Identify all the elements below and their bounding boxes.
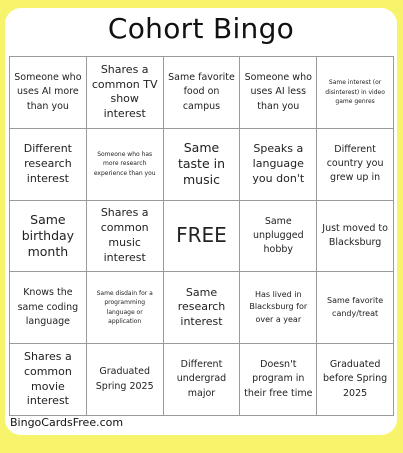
bingo-cell-r5c2[interactable]: Graduated Spring 2025 bbox=[87, 344, 164, 416]
bingo-cell-r1c5[interactable]: Same interest (or disinterest) in video game genres bbox=[317, 57, 394, 129]
bingo-cell-r2c4[interactable]: Speaks a language you don't bbox=[240, 129, 317, 201]
bingo-cell-r5c3[interactable]: Different undergrad major bbox=[164, 344, 241, 416]
bingo-cell-r1c2[interactable]: Shares a common TV show interest bbox=[87, 57, 164, 129]
footer-credit: BingoCardsFree.com bbox=[10, 416, 124, 429]
bingo-cell-r5c4[interactable]: Doesn't program in their free time bbox=[240, 344, 317, 416]
bingo-cell-r5c5[interactable]: Graduated before Spring 2025 bbox=[317, 344, 394, 416]
bingo-cell-r4c5[interactable]: Same favorite candy/treat bbox=[317, 272, 394, 344]
bingo-cell-r3c2[interactable]: Shares a common music interest bbox=[87, 201, 164, 273]
bingo-cell-r3c4[interactable]: Same unplugged hobby bbox=[240, 201, 317, 273]
free-space[interactable]: FREE bbox=[164, 201, 241, 273]
card-title: Cohort Bingo bbox=[107, 12, 295, 45]
bingo-grid bbox=[9, 56, 394, 416]
bingo-cell-r2c1[interactable]: Different research interest bbox=[10, 129, 87, 201]
bingo-cell-r2c3[interactable]: Same taste in music bbox=[164, 129, 241, 201]
bingo-cell-r1c4[interactable]: Someone who uses AI less than you bbox=[240, 57, 317, 129]
bingo-cell-r5c1[interactable]: Shares a common movie interest bbox=[10, 344, 87, 416]
bingo-cell-r4c2[interactable]: Same disdain for a programming language or application bbox=[87, 272, 164, 344]
bingo-cell-r2c2[interactable]: Someone who has more research experience than you bbox=[87, 129, 164, 201]
bingo-cell-r2c5[interactable]: Different country you grew up in bbox=[317, 129, 394, 201]
bingo-cell-r4c1[interactable]: Knows the same coding language bbox=[10, 272, 87, 344]
bingo-cell-r3c1[interactable]: Same birthday month bbox=[10, 201, 87, 273]
bingo-cell-r4c3[interactable]: Same research interest bbox=[164, 272, 241, 344]
bingo-cell-r1c3[interactable]: Same favorite food on campus bbox=[164, 57, 241, 129]
bingo-cell-r3c5[interactable]: Just moved to Blacksburg bbox=[317, 201, 394, 273]
bingo-cell-r4c4[interactable]: Has lived in Blacksburg for over a year bbox=[240, 272, 317, 344]
bingo-cell-r1c1[interactable]: Someone who uses AI more than you bbox=[10, 57, 87, 129]
bingo-card bbox=[5, 8, 397, 435]
